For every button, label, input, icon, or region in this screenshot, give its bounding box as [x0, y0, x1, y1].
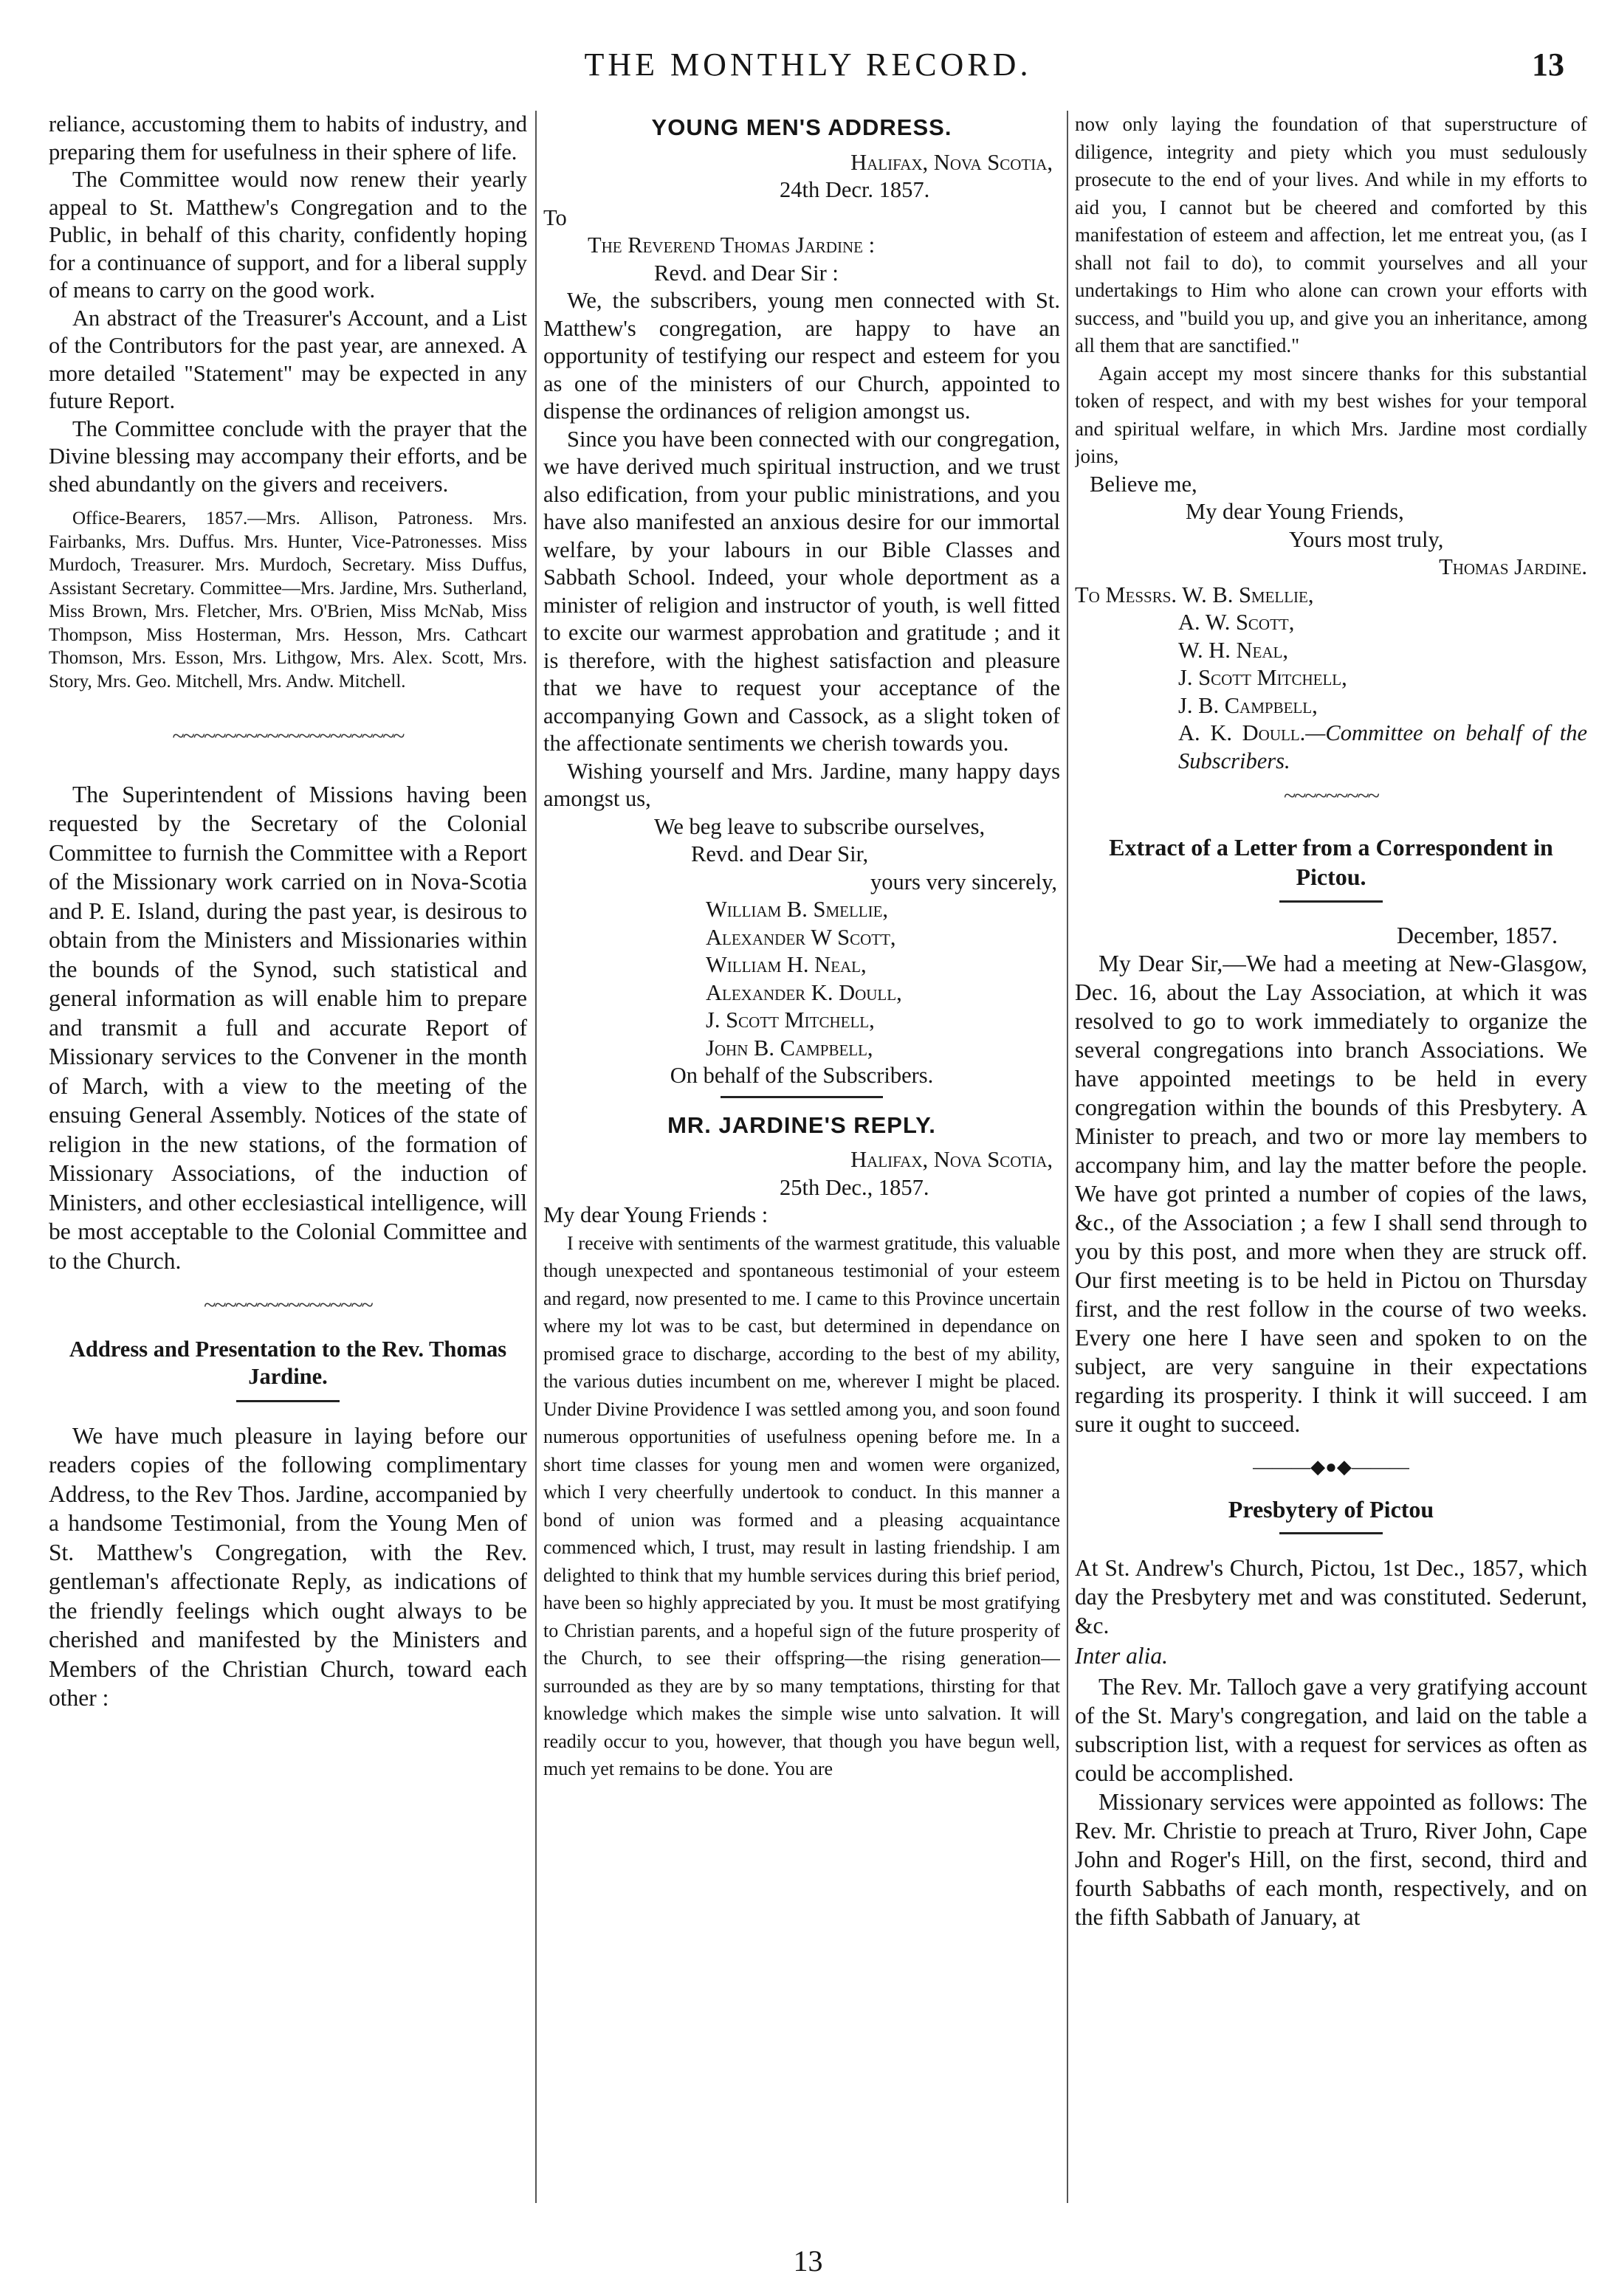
missions-notice: The Superintendent of Missions having been requested by the Secretary of the Colonial Committee to furnish the Committee with a Report of the Missionary work carried on in Nova-Scotia and P. E. Island, during the past year, is desirous to obtain from the Ministers and Missionaries within the bounds of the Synod, such statistical and general information as will enable him to prepare and transmit a full and accurate Report of Missionary services to the Convener in the month of March, with a view to the meeting of the ensuing General Assembly. Notices of the state of religion in the new stations, of the formation of Missionary Associations, of the induction of Ministers, and other ecclesiastical intelligence, will be most acceptable to the Colonial Committee and to the Church.: [49, 781, 527, 1274]
signer: Alexander W Scott,: [706, 924, 896, 950]
article-heading: Address and Presentation to the Rev. Thomas Jardine.: [69, 1336, 507, 1389]
section-heading: MR. JARDINE'S REPLY.: [667, 1111, 936, 1138]
dateline: 24th Decr. 1857.: [780, 177, 930, 202]
office-bearers: Office-Bearers, 1857.—Mrs. Allison, Patroness. Mrs. Fairbanks, Mrs. Duffus. Mrs. Hunter, Vice-Patronesses. Miss Murdoch, Treasurer. Mrs. Murdoch, Secretary. Miss Duffus, Assistant Secretary. Committee—Mrs. Jardine, Mrs. Sutherland, Miss Brown, Mrs. Fletcher, Mrs. O'Brien, Miss McNab, Miss Thompson, Miss Hosterman, Mrs. Hesson, Mrs. Cathcart Thomson, Mrs. Esson, Mrs. Lithgow, Mrs. Alex. Scott, Mrs. Story, Mrs. Geo. Mitchell, Mrs. Andw. Mitchell.: [49, 509, 527, 692]
separator: ~~~~~~~~~~~~~~~~~~~~~~: [172, 724, 404, 748]
recipient: J. B. Campbell,: [1178, 692, 1318, 718]
paragraph: The Committee conclude with the prayer that the Divine blessing may accompany their efforts, and be shed abundantly on the givers and receivers.: [49, 416, 527, 497]
to-label: To: [543, 204, 567, 230]
paragraph: At St. Andrew's Church, Pictou, 1st Dec., 1857, which day the Presbytery met and was constituted. Sederunt, &c.: [1075, 1555, 1587, 1638]
paragraph: reliance, accustoming them to habits of industry, and preparing them for usefulness in their sphere of life.: [49, 111, 527, 165]
paragraph: The Rev. Mr. Talloch gave a very gratifying account of the St. Mary's congregation, and laid on the table a subscription list, with a request for services as often as could be accomplished.: [1075, 1674, 1587, 1786]
section-heading: YOUNG MEN'S ADDRESS.: [651, 114, 952, 140]
column-1: [49, 111, 527, 2221]
addressee: The Reverend Thomas Jardine :: [588, 232, 876, 258]
recipient: W. H. Neal,: [1178, 637, 1288, 663]
page-title: THE MONTHLY RECORD.: [584, 46, 1032, 83]
paragraph: Since you have been connected with our congregation, we have derived much spiritual instruction, and we trust also edification, from your public ministrations, and you have also manifested an anxious desire for our immortal welfare, by your labours in our Bible Classes and Sabbath School. Indeed, your whole deportment as a minister of religion and instructor of youth, is well fitted to excite our warmest approbation and gratitude ; and it is therefore, with the highest satisfaction and pleasure that we have to request your acceptance of the accompanying Gown and Cassock, as a slight token of the affectionate sentiments we cherish towards you.: [543, 426, 1060, 756]
salutation: Revd. and Dear Sir :: [654, 260, 839, 286]
recipients-line: To Messrs. W. B. Smellie,: [1075, 582, 1314, 607]
reply-continued: now only laying the foundation of that superstructure of diligence, integrity and piety which you must sedulously prosecute to the end of your lives. And while in my efforts to aid you, I cannot but be cheered and comforted by this manifestation of esteem and affection, let me entreat you, (as I shall not fail to do), to commit yourselves and all your undertakings to Him who alone can crown your efforts with success, and "build you up, and give you an inheritance, among all them that are sanctified.": [1075, 113, 1587, 356]
article-heading: Extract of a Letter from a Correspondent in Pictou.: [1109, 833, 1553, 890]
dateline: Halifax, Nova Scotia,: [850, 149, 1053, 175]
closing: yours very sincerely,: [870, 869, 1057, 894]
column-rule-1: [535, 111, 537, 2203]
page-number-top: 13: [1532, 46, 1564, 83]
signer: William B. Smellie,: [706, 897, 889, 922]
salutation: My dear Young Friends :: [543, 1202, 769, 1227]
signature: Thomas Jardine.: [1439, 554, 1587, 579]
closing: My dear Young Friends,: [1186, 499, 1404, 524]
inter-alia: Inter alia.: [1075, 1643, 1168, 1669]
recipient-last: [1075, 720, 1587, 775]
column-2: [543, 111, 1060, 2221]
separator: ~~~~~~~~~~~~~~~~: [204, 1293, 372, 1317]
recipient: A. W. Scott,: [1178, 610, 1295, 635]
paragraph: The Committee would now renew their yearly appeal to St. Matthew's Congregation and to the Public, in behalf of this charity, confidently hoping for a continuance of support, and for a liberal supply of means to carry on the good work.: [49, 167, 527, 303]
recipient: J. Scott Mitchell,: [1178, 665, 1347, 690]
closing: We beg leave to subscribe ourselves,: [654, 813, 986, 839]
separator-line: [1279, 1532, 1383, 1534]
paragraph: We, the subscribers, young men connected with St. Matthew's congregation, are happy to have an opportunity of testifying our respect and esteem for you as one of the ministers of our Church, appointed to dispense the ordinances of religion amongst us.: [543, 288, 1060, 424]
separator-line: [1279, 900, 1383, 903]
running-head: [0, 46, 1616, 97]
letter-body: My Dear Sir,—We had a meeting at New-Glasgow, Dec. 16, about the Lay Association, at which it was resolved to go to work immediately to organize the several congregations into branch Associations. We have appointed meetings to be held in every congregation within the bounds of this Presbytery. A Minister to preach, and two or more lay members to accompany him, and lay the matter before the people. We have got printed a number of copies of the laws, &c., of the Association ; a few I shall send through to you by this post, and more when they are struck off. Our first meeting is to be held in Pictou on Thursday first, and the rest follow in the course of two weeks. Every one here I have seen and spoken to on the subject, are very sanguine in their expectations regarding its prosperity. I think it will succeed. I am sure it ought to succeed.: [1075, 951, 1587, 1437]
separator-line: [236, 1400, 340, 1402]
paragraph: Again accept my most sincere thanks for this substantial token of respect, and with my best wishes for your temporal and spiritual welfare, in which Mrs. Jardine most cordially joins,: [1075, 362, 1587, 467]
behalf-line: On behalf of the Subscribers.: [670, 1063, 934, 1088]
reply-paragraph: I receive with sentiments of the warmest gratitude, this valuable though unexpected and spontaneous testimonial of your esteem and regard, now presented to me. I came to this Province uncertain where my lot was to be cast, but determined in dependance on promised grace to discharge, according to the best of my ability, the various duties incumbent on me, wherever I might be placed. Under Divine Providence I was settled among you, and soon found numerous opportunities of usefulness opening before me. In a short time classes for young men and women were organized, which I very cheerfully undertook to conduct. In this manner a bond of union was formed and a pleasing acquaintance commenced which, I trust, may result in lasting friendship. I am delighted to think that my humble services during this brief period, have been so highly appreciated by you. It must be most gratifying to Christian parents, and a hopeful sign of the future prosperity of the Church, to see their offspring—the rising generation—surrounded as they are by so many temptations, thirsting for that knowledge which makes the simple wise unto salvation. It will readily occur to you, however, that though you have begun well, much yet remains to be done. You are: [543, 1232, 1060, 1779]
article-intro: We have much pleasure in laying before our readers copies of the following complimentary Address, to the Rev Thos. Jardine, accompanied by a handsome Testimonial, from the Young Men of St. Matthew's Congregation, with the Rev. gentleman's affectionate Reply, as indications of the friendly feelings which ought always to be cherished and manifested by the Ministers and Members of the Christian Church, toward each other :: [49, 1422, 527, 1711]
ornament-separator: ———◆●◆———: [1253, 1456, 1409, 1478]
closing: Believe me,: [1090, 471, 1197, 497]
signer: J. Scott Mitchell,: [706, 1007, 875, 1032]
recipient: A. K. Doull.: [1178, 720, 1306, 745]
page-number-bottom: 13: [793, 2244, 823, 2278]
signer: John B. Campbell,: [706, 1035, 873, 1061]
paragraph: An abstract of the Treasurer's Account, and a List of the Contributors for the past year, are annexed. A more detailed "Statement" may be expected in any future Report.: [49, 305, 527, 413]
paragraph: Wishing yourself and Mrs. Jardine, many happy days amongst us,: [543, 758, 1060, 811]
letter-date: December, 1857.: [1396, 921, 1558, 948]
paragraph: Missionary services were appointed as follows: The Rev. Mr. Christie to preach at Truro, River John, Cape John and Roger's Hill, on the first, second, third and fourth Sabbaths of each month, respectively, and on the fifth Sabbath of January, at: [1075, 1789, 1587, 1930]
closing: Revd. and Dear Sir,: [691, 841, 869, 866]
signer: William H. Neal,: [706, 952, 867, 977]
column-rule-2: [1067, 111, 1068, 2203]
separator: ~~~~~~~~~: [1283, 784, 1379, 808]
closing: Yours most truly,: [1289, 526, 1444, 552]
column-3: [1075, 111, 1587, 2221]
signer: Alexander K. Doull,: [706, 979, 902, 1005]
article-heading: Presbytery of Pictou: [1228, 1495, 1434, 1523]
committee-note: —Committee on behalf of the Subscribers.: [1178, 720, 1587, 773]
separator-line: [721, 1096, 883, 1098]
dateline: Halifax, Nova Scotia,: [850, 1147, 1053, 1172]
dateline: 25th Dec., 1857.: [780, 1174, 929, 1200]
